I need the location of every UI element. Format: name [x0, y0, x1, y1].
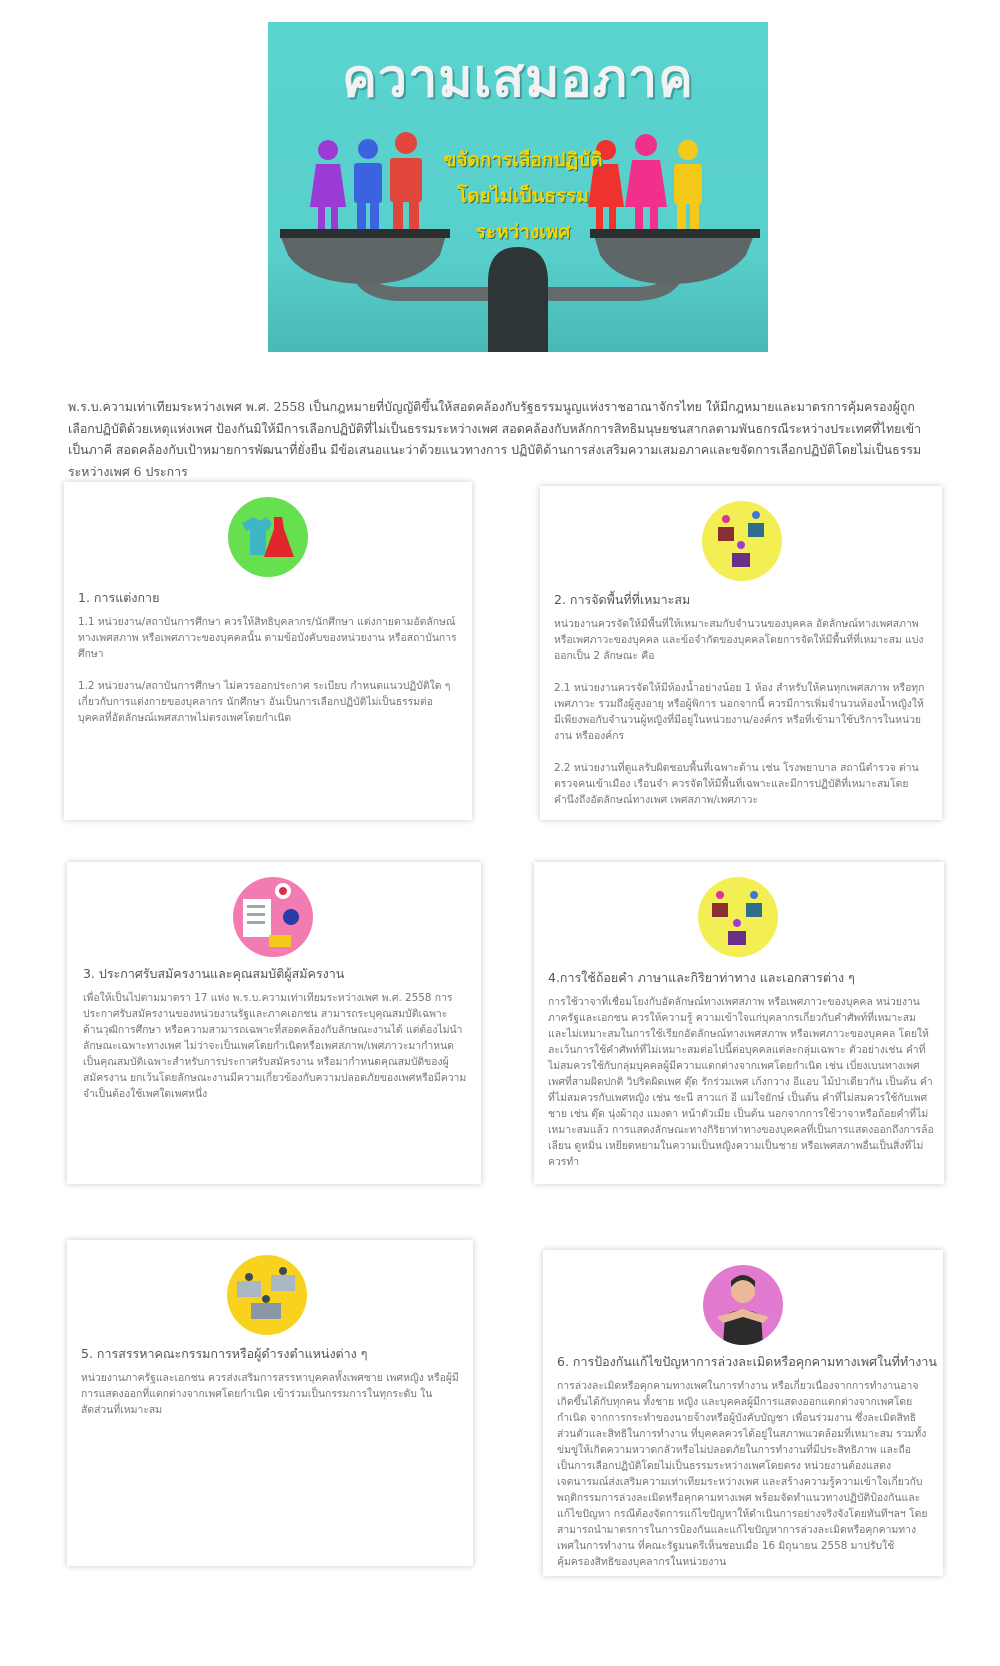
banner-caption-line: ขจัดการเลือกปฏิบัติ	[443, 149, 603, 171]
card-facilities	[540, 486, 942, 820]
banner-caption-line: ระหว่างเพศ	[475, 221, 571, 243]
harassment-stop-icon	[703, 1265, 783, 1345]
card-job-posting	[67, 862, 481, 1184]
card-dress-code	[64, 482, 472, 820]
banner-caption-line: โดยไม่เป็นธรรม	[457, 185, 589, 207]
banner-title: ความเสมอภาค	[342, 49, 694, 109]
hero-banner	[268, 22, 768, 352]
people-icon	[698, 877, 778, 957]
card-body	[83, 990, 467, 1118]
card-body	[81, 1370, 459, 1434]
card-paragraph: 2.1 หน่วยงานควรจัดให้มีห้องน้ำอย่างน้อย 1 ห้อง สำหรับให้คนทุกเพศสภาพ หรือทุกเพศภาวะ รวมถึงผู้สูงอายุ หรือผู้พิการ นอกจากนี้ ควรมีการเพิ่มจำนวนห้องน้ำหญิงให้มีเพียงพอกับจำนวนผู้หญิงที่มีอยู่ในหน่วยงาน/องค์กร หรือที่เข้ามาใช้บริการในหน่วยงาน หรือองค์กร	[554, 682, 925, 742]
card-title: 3. ประกาศรับสมัครงานและคุณสมบัติผู้สมัครงาน	[83, 966, 345, 981]
card-body	[548, 994, 934, 1186]
card-paragraph: หน่วยงานควรจัดให้มีพื้นที่ให้เหมาะสมกับจำนวนของบุคคล อัตลักษณ์ทางเพศสภาพ หรือเพศภาวะของบุคคล และข้อจำกัดของบุคคลโดยการจัดให้มีพื้นที่ที่เหมาะสม แบ่งออกเป็น 2 ลักษณะ คือ	[554, 618, 924, 662]
figure-yellow-icon	[674, 140, 702, 229]
card-title: 1. การแต่งกาย	[78, 590, 160, 605]
card-body	[554, 616, 928, 824]
card-body	[557, 1378, 929, 1586]
figure-blue-icon	[354, 139, 382, 229]
card-title: 2. การจัดพื้นที่ที่เหมาะสม	[554, 592, 691, 607]
card-paragraph: 1.1 หน่วยงาน/สถาบันการศึกษา ควรให้สิทธิบุคลากร/นักศึกษา แต่งกายตามอัตลักษณ์ทางเพศสภาพ หรือเพศภาวะของบุคคลนั้น ตามข้อบังคับของหน่วยงาน หรือสถาบันการศึกษา	[78, 616, 457, 660]
intro-paragraph: พ.ร.บ.ความเท่าเทียมระหว่างเพศ พ.ศ. 2558 เป็นกฎหมายที่บัญญัติขึ้นให้สอดคล้องกับรัฐธรรมนูญแห่งราชอาณาจักรไทย ให้มีกฎหมายและมาตรการคุ้มครองผู้ถูกเลือกปฏิบัติด้วยเหตุแห่งเพศ ป้องกันมิให้มีการเลือกปฏิบัติที่ไม่เป็นธรรมระหว่างเพศ สอดคล้องกับหลักการสิทธิมนุษยชนสากลตามพันธกรณีระหว่างประเทศที่ไทยเข้าเป็นภาคี สอดคล้องกับเป้าหมายการพัฒนาที่ยั่งยืน มีข้อเสนอแนะว่าด้วยแนวทางการ ปฏิบัติด้านการส่งเสริมความเสมอภาคและขจัดการเลือกปฏิบัติโดยไม่เป็นธรรมระหว่างเพศ 6 ประการ	[68, 399, 922, 479]
card-title: 6. การป้องกันแก้ไขปัญหาการล่วงละเมิดหรือคุกคามทางเพศในที่ทำงาน	[557, 1354, 937, 1369]
application-form-icon	[233, 877, 313, 957]
banner-caption	[428, 142, 618, 250]
card-paragraph: การใช้วาจาที่เชื่อมโยงกับอัตลักษณ์ทางเพศสภาพ หรือเพศภาวะของบุคคล หน่วยงานภาครัฐและเอกชน ควรให้ความรู้ ความเข้าใจแก่บุคลากรเกี่ยวกับคำศัพท์ที่เหมาะสม และไม่เหมาะสมในการใช้เรียกอัตลักษณ์ทางเพศสภาพ หรือเพศภาวะของบุคคล โดยให้ละเว้นการใช้คำศัพท์ที่ไม่เหมาะสมต่อไปนี้ต่อบุคคลแต่ละกลุ่มเฉพาะ ตัวอย่างเช่น คำที่ไม่สมควรใช้กับกลุ่มบุคคลผู้มีความแตกต่างจากเพศโดยกำเนิด เช่น เบี่ยงเบนทางเพศ เพศที่สามผิดปกติ วิปริตผิดเพศ ตุ๊ด รักร่วมเพศ เก้งกวาง อีแอบ ไม้ป่าเดียวกัน เป็นต้น คำที่ไม่สมควรกับเพศหญิง เช่น ชะนี สาวแก่ อี แม่ใจยักษ์ เป็นต้น คำที่ไม่สมควรใช้กับเพศชาย เช่น ตุ๊ด นุ่งผ้าถุง แมงดา หน้าตัวเมีย เป็นต้น นอกจากการใช้วาจาหรือถ้อยคำที่ไม่เหมาะสมแล้ว การแสดงลักษณะทางกิริยาท่าทางของบุคคลที่เป็นการแสดงออกถึงการล้อเลียน ดูหมิ่น เหยียดหยามในความเป็นหญิงความเป็นชาย หรือเพศสภาพอื่นเป็นสิ่งที่ไม่ควรทำ	[548, 996, 934, 1168]
card-body	[78, 614, 458, 742]
restroom-icon	[702, 501, 782, 581]
office-team-icon	[227, 1255, 307, 1335]
card-paragraph: เพื่อให้เป็นไปตามมาตรา 17 แห่ง พ.ร.บ.ความเท่าเทียมระหว่างเพศ พ.ศ. 2558 การประกาศรับสมัครงานของหน่วยงานรัฐและภาคเอกชน สามารถระบุคุณสมบัติเฉพาะด้านวุฒิการศึกษา หรือความสามารถเฉพาะที่สอดคล้องกับลักษณะงานได้ แต่ต้องไม่นำลักษณะเฉพาะทางเพศ ไม่ว่าจะเป็นเพศโดยกำเนิดหรือเพศสภาพ/เพศภาวะมากำหนดเป็นคุณสมบัติเฉพาะสำหรับการประกาศรับสมัครงาน หรือมากำหนดคุณสมบัติของผู้สมัครงาน ยกเว้นโดยลักษณะงานมีความเกี่ยวข้องกับความปลอดภัยของเพศหรือมีความจำเป็นต้องใช้เพศใดเพศหนึ่ง	[83, 992, 467, 1100]
card-paragraph: หน่วยงานภาครัฐและเอกชน ควรส่งเสริมการสรรหาบุคคลทั้งเพศชาย เพศหญิง หรือผู้มีการแสดงออกที่แตกต่างจากเพศโดยกำเนิด เข้าร่วมเป็นกรรมการในทุกระดับ ในสัดส่วนที่เหมาะสม	[81, 1372, 459, 1416]
card-title: 5. การสรรหาคณะกรรมการหรือผู้ดำรงตำแหน่งต่าง ๆ	[81, 1346, 368, 1361]
card-paragraph: 1.2 หน่วยงาน/สถาบันการศึกษา ไม่ควรออกประกาศ ระเบียบ กำหนดแนวปฏิบัติใด ๆ เกี่ยวกับการแต่งกายของบุคลากร นักศึกษา อันเป็นการเลือกปฏิบัติไม่เป็นธรรมต่อบุคคลที่อัตลักษณ์เพศสภาพไม่ตรงเพศโดยกำเนิด	[78, 680, 451, 724]
clothing-icon	[228, 497, 308, 577]
figure-purple-icon	[310, 140, 346, 229]
card-paragraph: การล่วงละเมิดหรือคุกคามทางเพศในการทำงาน หรือเกี่ยวเนื่องจากการทำงานอาจเกิดขึ้นได้กับทุกคน ทั้งชาย หญิง และบุคคลผู้มีการแสดงออกแตกต่างจากเพศโดยกำเนิด จากการกระทำของนายจ้างหรือผู้บังคับบัญชา เพื่อนร่วมงาน ซึ่งละเมิดสิทธิส่วนตัวและสิทธิในการทำงาน ที่บุคคลควรได้อยู่ในสภาพแวดล้อมที่เหมาะสม รวมทั้งข่มขู่ให้เกิดความหวาดกลัวหรือไม่ปลอดภัยในการทำงานที่มีประสิทธิภาพ และถือเป็นการเลือกปฏิบัติโดยไม่เป็นธรรมระหว่างเพศโดยตรง หน่วยงานต้องแสดงเจตนารมณ์ส่งเสริมความเท่าเทียมระหว่างเพศ และสร้างความรู้ความเข้าใจเกี่ยวกับพฤติกรรมการล่วงละเมิดหรือคุกคามทางเพศ พร้อมจัดทำแนวทางปฏิบัติป้องกันและแก้ไขปัญหา กรณีต้องจัดการแก้ไขปัญหาให้ดำเนินการอย่างจริงจังโดยทันทีฯลฯ โดยสามารถนำมาตรการในการป้องกันและแก้ไขปัญหาการล่วงละเมิดหรือคุกคามทางเพศในการทำงาน ที่คณะรัฐมนตรีเห็นชอบเมื่อ 16 มิถุนายน 2558 มาปรับใช้คุ้มครองสิทธิของบุคลากรในหน่วยงาน	[557, 1380, 928, 1568]
card-language	[534, 862, 944, 1184]
card-committee	[67, 1240, 473, 1566]
card-harassment	[543, 1250, 943, 1576]
card-paragraph: 2.2 หน่วยงานที่ดูแลรับผิดชอบพื้นที่เฉพาะด้าน เช่น โรงพยาบาล สถานีตำรวจ ด่านตรวจคนเข้าเมือง เรือนจำ ควรจัดให้มีพื้นที่เฉพาะและมีการปฏิบัติที่เหมาะสมโดยคำนึงถึงอัตลักษณ์ทางเพศ เพศสภาพ/เพศภาวะ	[554, 762, 919, 806]
figure-red-icon	[390, 132, 422, 229]
card-title: 4.การใช้ถ้อยคำ ภาษาและกิริยาท่าทาง และเอกสารต่าง ๆ	[548, 970, 855, 985]
figure-pink-icon	[625, 134, 667, 229]
